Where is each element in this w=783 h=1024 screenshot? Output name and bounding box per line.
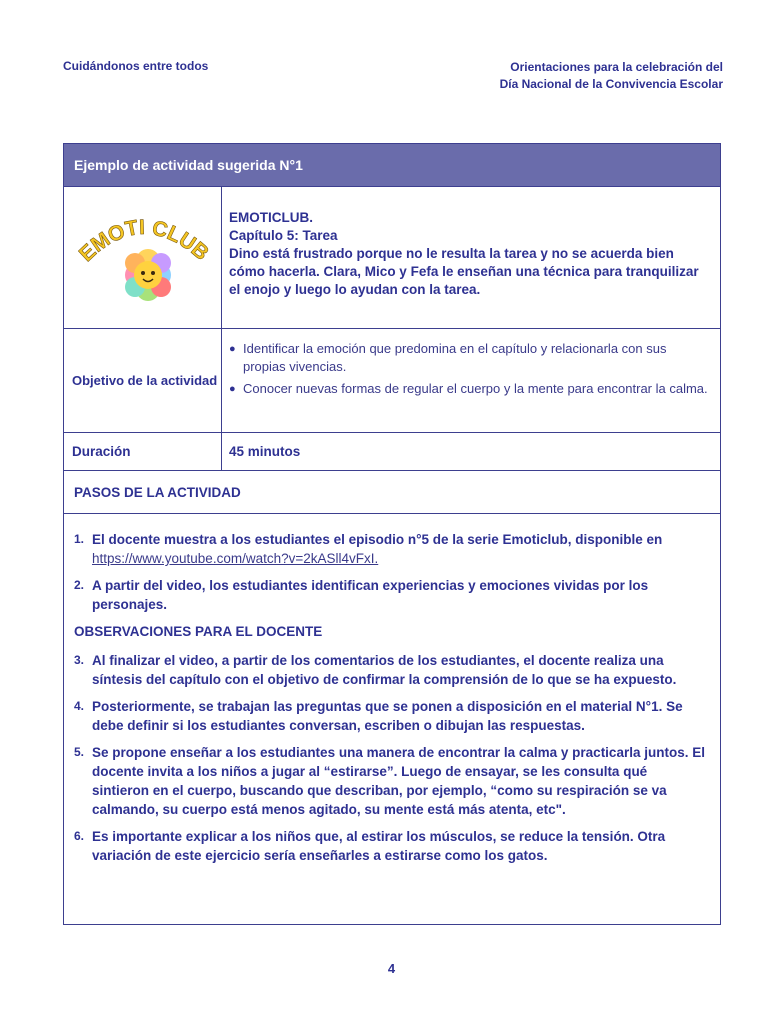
step-text: A partir del video, los estudiantes identifican experiencias y emociones vividas por los personajes. bbox=[92, 578, 649, 612]
logo-text: EMOTI CLUB bbox=[74, 215, 213, 266]
step-number: 3. bbox=[74, 653, 85, 667]
header-left: Cuidándonos entre todos bbox=[63, 59, 209, 73]
header-right-line1: Orientaciones para la celebración del bbox=[510, 60, 723, 74]
objetivo-label: Objetivo de la actividad bbox=[64, 329, 222, 432]
card-title: Ejemplo de actividad sugerida N°1 bbox=[64, 144, 720, 187]
objetivo-item bbox=[229, 340, 712, 376]
objetivo-list bbox=[222, 329, 720, 432]
objetivo-row bbox=[64, 329, 720, 433]
step-number: 2. bbox=[74, 578, 85, 592]
chapter-synopsis: Dino está frustrado porque no le resulta la tarea y no se acuerda bien cómo hacerla. Clara, Mico y Fefa le enseñan una técnica para tranquilizar el enojo y luego lo ayudan con la tarea. bbox=[229, 246, 699, 297]
step-item bbox=[74, 576, 706, 614]
step-item bbox=[74, 697, 706, 735]
sun-mascot bbox=[125, 249, 171, 301]
step-text: Al finalizar el video, a partir de los comentarios de los estudiantes, el docente realiza una síntesis del capítulo con el objetivo de confirmar la comprensión de lo que se ha expuesto. bbox=[92, 653, 677, 687]
page-number: 4 bbox=[387, 961, 396, 976]
header-right-line2: Día Nacional de la Convivencia Escolar bbox=[499, 77, 723, 91]
step-text: Es importante explicar a los niños que, al estirar los músculos, se reduce la tensión. Otra variación de este ejercicio sería enseñarles a estirarse como los gatos. bbox=[92, 829, 666, 863]
step-item bbox=[74, 651, 706, 689]
step-item bbox=[74, 743, 706, 819]
objetivo-text: Identificar la emoción que predomina en el capítulo y relacionarla con sus propias vivencias. bbox=[243, 341, 667, 374]
step-text bbox=[92, 530, 706, 568]
emoticlub-row bbox=[64, 187, 720, 329]
step-number: 1. bbox=[74, 532, 85, 546]
step-number: 5. bbox=[74, 745, 85, 759]
duracion-label: Duración bbox=[64, 433, 222, 470]
chapter-title: Capítulo 5: Tarea bbox=[229, 228, 338, 243]
step-text: Posteriormente, se trabajan las preguntas que se ponen a disposición en el material N°1. Se debe definir si los estudiantes conversan, escriben o dibujan las respuestas. bbox=[92, 699, 683, 733]
steps-section bbox=[64, 514, 720, 865]
objetivo-item bbox=[229, 380, 712, 398]
observaciones-title: OBSERVACIONES PARA EL DOCENTE bbox=[74, 624, 323, 639]
emoticlub-logo bbox=[73, 213, 213, 303]
step-text: Se propone enseñar a los estudiantes una manera de encontrar la calma y practicarla juntos. El docente invita a los niños a jugar al “estirarse”. Luego de ensayar, se les consulta qué sintieron en el cuerpo, buscando que describan, por ejemplo, “como su respiración se va calmando, su cuerpo está menos agitado, su mente está más atenta, etc". bbox=[92, 745, 705, 817]
emoticlub-description bbox=[222, 187, 720, 328]
duracion-row bbox=[64, 433, 720, 471]
emoticlub-title: EMOTICLUB. bbox=[229, 210, 313, 225]
duracion-value: 45 minutos bbox=[229, 444, 301, 459]
step-number: 4. bbox=[74, 699, 85, 713]
emoticlub-logo-cell bbox=[64, 187, 222, 328]
objetivo-text: Conocer nuevas formas de regular el cuerpo y la mente para encontrar la calma. bbox=[243, 381, 708, 396]
bullet-icon: ● bbox=[229, 343, 236, 355]
step-item bbox=[74, 827, 706, 865]
header-right bbox=[500, 59, 723, 93]
youtube-link[interactable]: https://www.youtube.com/watch?v=2kASll4vFxI. bbox=[92, 551, 379, 566]
step-text-body: El docente muestra a los estudiantes el episodio n°5 de la serie Emoticlub, disponible en bbox=[92, 532, 663, 547]
bullet-icon: ● bbox=[229, 383, 236, 395]
activity-card bbox=[63, 143, 721, 925]
pasos-title: PASOS DE LA ACTIVIDAD bbox=[64, 471, 720, 514]
step-item bbox=[74, 530, 706, 568]
step-number: 6. bbox=[74, 829, 85, 843]
